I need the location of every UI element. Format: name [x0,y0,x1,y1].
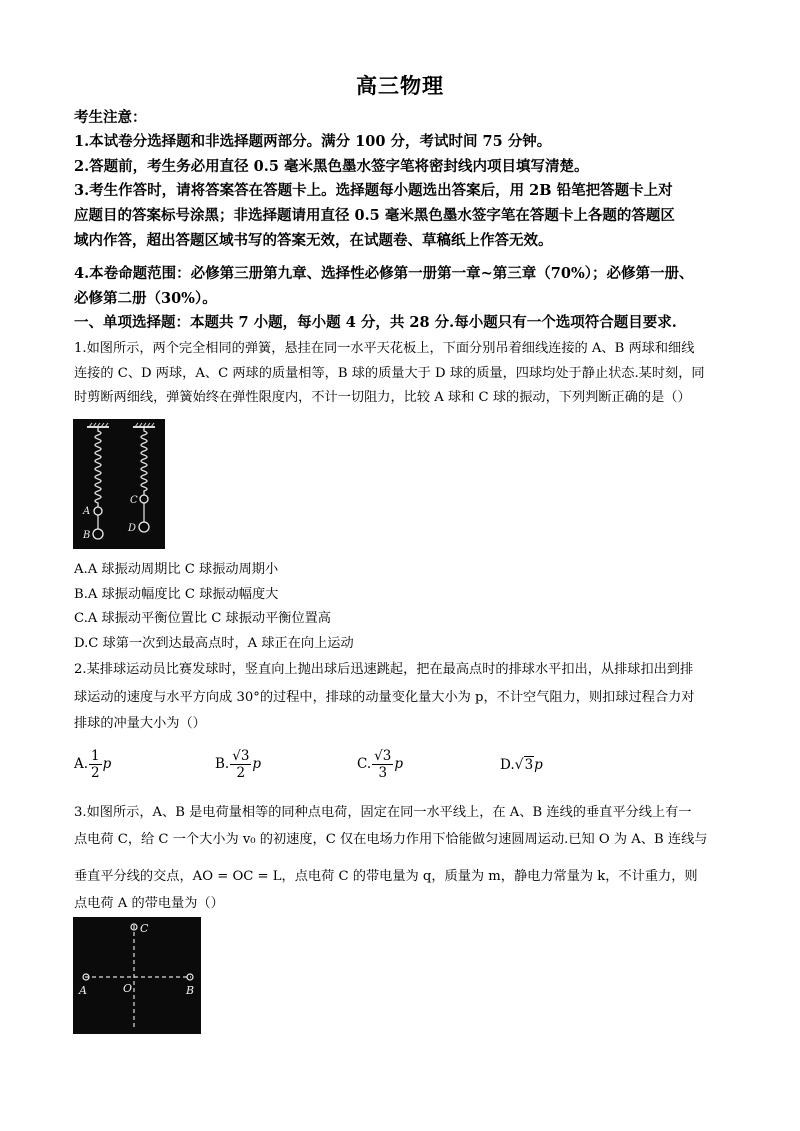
q2-option-a: A. $\frac{1}{2}$ p [74,748,112,781]
charge-diagram [73,917,201,1034]
label-c: C [130,495,138,506]
page-title: 高三物理 [356,73,444,98]
label-c2: C [140,922,149,935]
section-heading: 一、单项选择题：本题共 7 小题，每小题 4 分，共 28 分.每小题只有一个选项符合题目要求. [74,314,677,331]
q3-line-1: 3.如图所示，A、B 是电荷量相等的同种点电荷，固定在同一水平线上，在 A、B 连线的垂直平分线上有一 [74,805,692,820]
q1-option-a: A.A 球振动周期比 C 球振动周期小 [74,562,279,577]
ball-d [139,522,149,532]
label-a2: A [79,984,87,997]
q2-line-1: 2.某排球运动员比赛发球时，竖直向上抛出球后迅速跳起，把在最高点时的排球水平扣出，从排球扣出到排 [74,662,694,677]
q3-line-2: 点电荷 C，给 C 一个大小为 v₀ 的初速度，C 仅在电场力作用下恰能做匀速圆周运动.已知 O 为 A、B 连线与 [74,832,708,847]
q2-option-d: D.√3p [500,757,543,773]
q1-option-d: D.C 球第一次到达最高点时，A 球正在向上运动 [74,636,354,651]
spring-diagram [73,419,165,549]
notice-item-3-cont2: 域内作答，超出答题区域书写的答案无效，在试题卷、草稿纸上作答无效。 [74,232,553,249]
q1-line-1: 1.如图所示，两个完全相同的弹簧，悬挂在同一水平天花板上，下面分别吊着细线连接的 A、B 两球和细线 [74,341,695,356]
notice-item-4-cont: 必修第二册（30%）。 [74,290,217,307]
q2-option-c: C. $\frac{√3}{3}$ p [357,748,403,781]
q1-line-3: 时剪断两细线，弹簧始终在弹性限度内，不计一切阻力，比较 A 球和 C 球的振动，下列判断正确的是（） [74,390,691,405]
q2-option-b: B. $\frac{√3}{2}$ p [215,748,262,781]
notice-item-3-cont: 应题目的答案标号涂黑；非选择题请用直径 0.5 毫米黑色墨水签字笔在答题卡上各题的答题区 [74,207,675,224]
q1-option-b: B.A 球振动幅度比 C 球振动幅度大 [74,587,279,602]
label-d: D [128,523,137,534]
notice-item-4: 4.本卷命题范围：必修第三册第九章、选择性必修第一册第一章~第三章（70%）；必修第一册、 [74,265,694,282]
label-o: O [123,982,133,995]
q3-line-3: 垂直平分线的交点，AO = OC = L，点电荷 C 的带电量为 q，质量为 m，静电力常量为 k，不计重力，则 [74,869,698,884]
q2-line-2: 球运动的速度与水平方向成 30°的过程中，排球的动量变化量大小为 p，不计空气阻力，则扣球过程合力对 [74,690,695,705]
q2-line-3: 排球的冲量大小为（） [74,716,206,731]
ball-c [140,495,148,503]
notice-item-2: 2.答题前，考生务必用直径 0.5 毫米黑色墨水签字笔将密封线内项目填写清楚。 [74,158,589,175]
label-b2: B [186,984,195,997]
spring-figure [73,419,165,549]
q1-line-2: 连接的 C、D 两球，A、C 两球的质量相等，B 球的质量大于 D 球的质量，四球均处于静止状态.某时刻，同 [74,366,705,381]
charge-figure [73,917,201,1034]
label-b: B [83,530,91,541]
q3-line-4: 点电荷 A 的带电量为（） [74,896,224,911]
notice-heading: 考生注意： [74,109,147,126]
label-a: A [83,506,91,517]
notice-item-1: 1.本试卷分选择题和非选择题两部分。满分 100 分，考试时间 75 分钟。 [74,133,552,150]
q1-option-c: C.A 球振动平衡位置比 C 球振动平衡位置高 [74,611,331,626]
notice-item-3: 3.考生作答时，请将答案答在答题卡上。选择题每小题选出答案后，用 2B 铅笔把答题卡上对 [74,182,673,199]
ball-a [94,507,102,515]
ball-b [93,529,103,539]
